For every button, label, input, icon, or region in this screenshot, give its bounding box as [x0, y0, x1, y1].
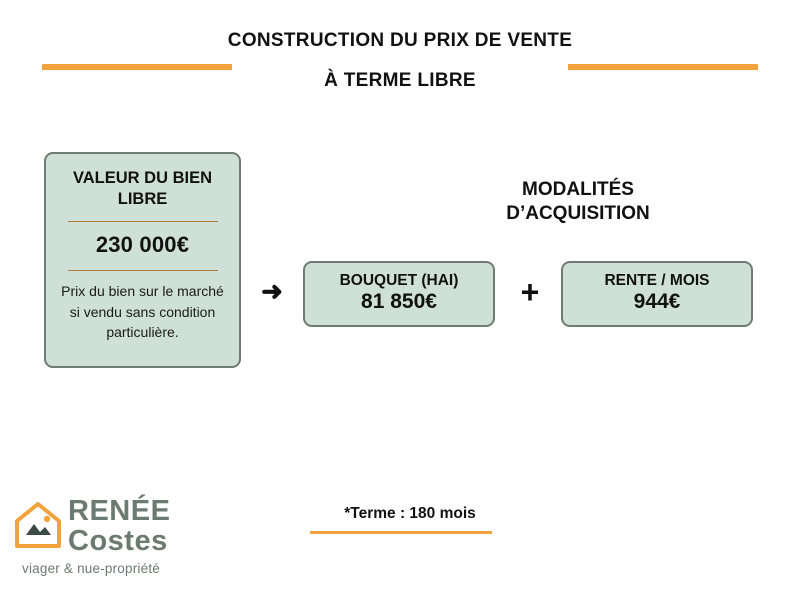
- logo-tagline: viager & nue-propriété: [22, 561, 160, 576]
- valeur-card-amount: 230 000€: [95, 232, 190, 258]
- page-title-line1: CONSTRUCTION DU PRIX DE VENTE: [227, 30, 573, 51]
- valeur-card-divider-bottom: [68, 270, 218, 271]
- house-logo-icon: [14, 501, 62, 549]
- page-title-line2: À TERME LIBRE: [324, 70, 476, 91]
- footnote-rule: [310, 531, 492, 534]
- bouquet-card: [303, 261, 495, 327]
- logo-wordmark-line1: RENÉE: [68, 495, 171, 527]
- footnote-text: *Terme : 180 mois: [344, 505, 476, 522]
- bouquet-card-label: BOUQUET (HAI): [339, 272, 459, 289]
- valeur-card-title: VALEUR DU BIEN LIBRE: [72, 169, 213, 208]
- rente-card: [561, 261, 753, 327]
- plus-icon: +: [520, 274, 540, 310]
- modalites-heading-line2: D’ACQUISITION: [506, 203, 650, 225]
- bouquet-card-value: 81 850€: [361, 290, 437, 314]
- modalites-heading-line1: MODALITÉS: [522, 179, 634, 200]
- header: [0, 0, 800, 115]
- rente-card-value: 944€: [633, 290, 681, 314]
- valeur-du-bien-libre-card: [44, 152, 241, 368]
- valeur-card-description: Prix du bien sur le marché si vendu sans condition particulière.: [61, 283, 224, 340]
- arrow-right-icon: ➜: [261, 276, 283, 306]
- footnote: [310, 505, 510, 534]
- valeur-card-divider-top: [68, 221, 218, 222]
- background-watermark: REN: [195, 497, 286, 541]
- rente-card-label: RENTE / MOIS: [604, 272, 710, 289]
- logo: [14, 495, 244, 585]
- logo-wordmark: [68, 497, 170, 556]
- modalites-heading: [398, 178, 758, 227]
- logo-wordmark-line2: Costes: [68, 524, 168, 557]
